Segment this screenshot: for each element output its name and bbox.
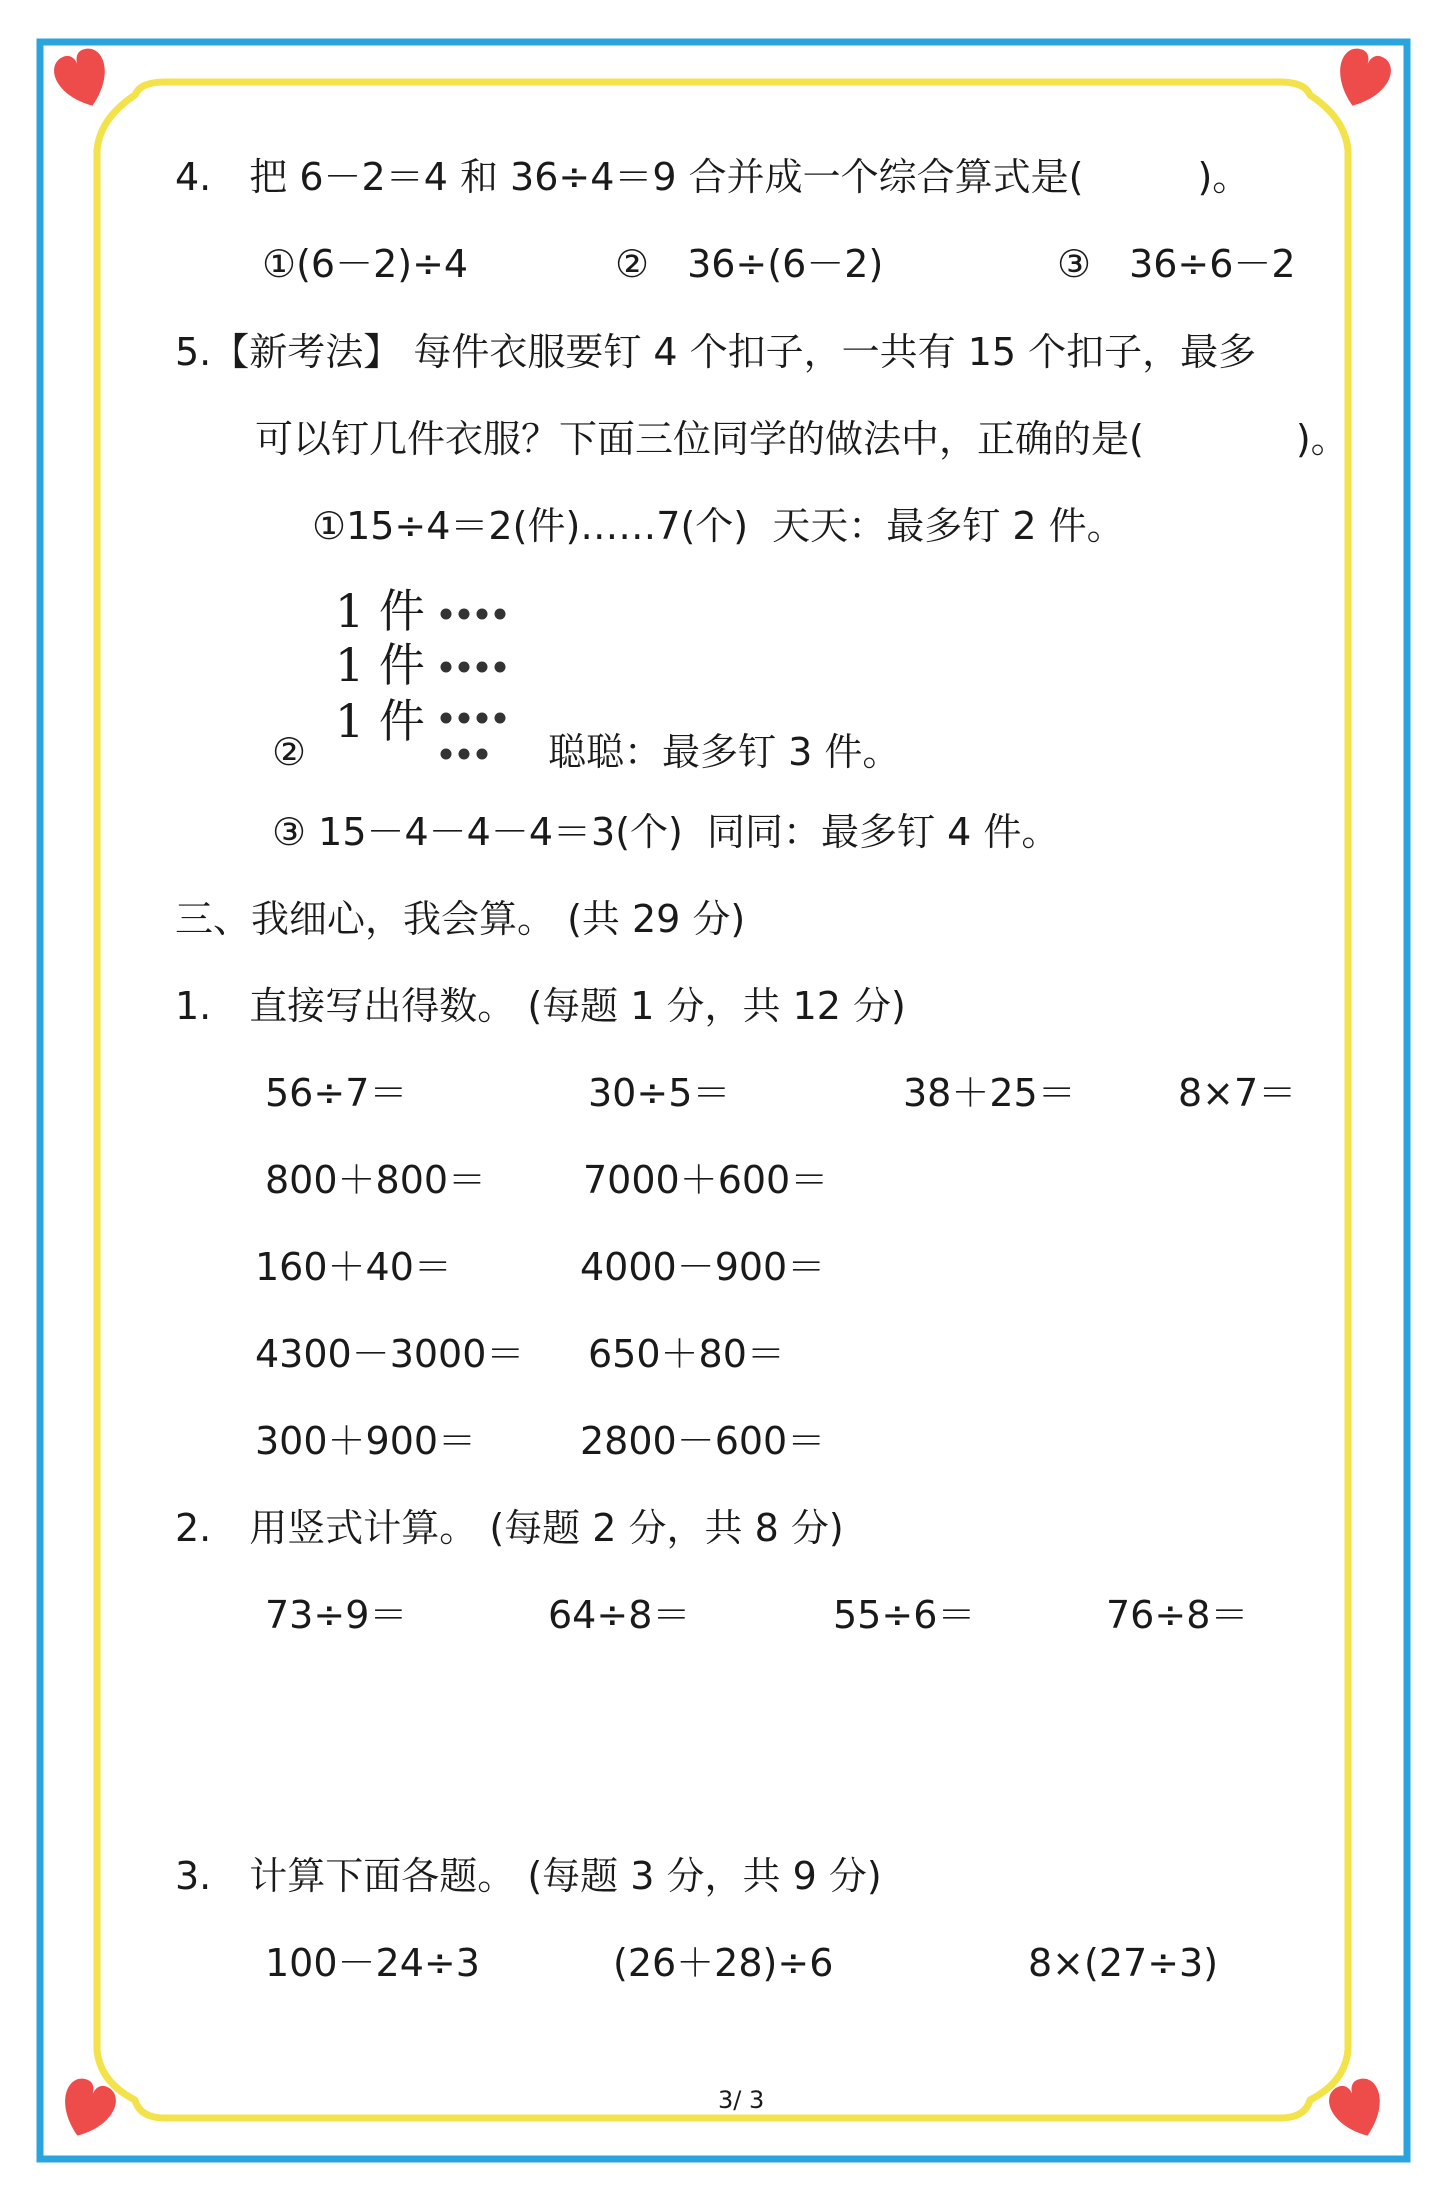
p1-item: 8×7＝ <box>1178 1071 1297 1115</box>
p1-item: 30÷5＝ <box>588 1071 731 1115</box>
p1-item: 2800－600＝ <box>580 1419 826 1463</box>
q4-stem: 4. 把 6－2＝4 和 36÷4＝9 合并成一个综合算式是( )。 <box>175 155 1251 199</box>
q5-stem-line2: 可以钉几件衣服？下面三位同学的做法中，正确的是( )。 <box>255 417 1349 461</box>
q5-method2-text: 聪聪：最多钉 3 件。 <box>548 730 901 774</box>
heart-top-left <box>50 44 117 114</box>
p2-item: 64÷8＝ <box>548 1593 691 1637</box>
p1-item: 4300－3000＝ <box>255 1332 525 1376</box>
q5-method-1: ①15÷4＝2(件)……7(个) 天天：最多钉 2 件。 <box>312 504 1125 548</box>
button-dots-diagram <box>440 600 520 770</box>
p3-item: 8×(27÷3) <box>1028 1941 1219 1985</box>
section3-title: 三、我细心，我会算。 (共 29 分) <box>175 897 746 941</box>
p1-item: 650＋80＝ <box>588 1332 785 1376</box>
p1-item: 800＋800＝ <box>265 1158 487 1202</box>
q4-option-1: ①(6－2)÷4 <box>262 242 469 286</box>
p3-item: (26＋28)÷6 <box>613 1941 834 1985</box>
p2-item: 76÷8＝ <box>1106 1593 1249 1637</box>
q5-method-3: ③ 15－4－4－4＝3(个) 同同：最多钉 4 件。 <box>272 810 1060 854</box>
q5-method2-row-1: 1 件 <box>335 584 425 638</box>
q5-method2-label: ② <box>272 730 307 774</box>
p3-item: 100－24÷3 <box>265 1941 480 1985</box>
p1-title: 1. 直接写出得数。 (每题 1 分，共 12 分) <box>175 984 906 1028</box>
p1-item: 38＋25＝ <box>903 1071 1076 1115</box>
p1-item: 7000＋600＝ <box>583 1158 829 1202</box>
p1-item: 56÷7＝ <box>265 1071 408 1115</box>
p2-item: 73÷9＝ <box>265 1593 408 1637</box>
p1-item: 4000－900＝ <box>580 1245 826 1289</box>
p2-title: 2. 用竖式计算。 (每题 2 分，共 8 分) <box>175 1506 844 1550</box>
heart-top-right <box>1329 44 1396 114</box>
q5-stem-line1: 5.【新考法】 每件衣服要钉 4 个扣子，一共有 15 个扣子，最多 <box>175 330 1257 374</box>
q4-option-3: ③ 36÷6－2 <box>1057 242 1296 286</box>
p1-item: 160＋40＝ <box>255 1245 452 1289</box>
q5-method2-row-3: 1 件 <box>335 694 425 748</box>
p2-item: 55÷6＝ <box>833 1593 976 1637</box>
p1-item: 300＋900＝ <box>255 1419 477 1463</box>
page-number: 3/ 3 <box>718 2086 765 2114</box>
q5-method2-row-2: 1 件 <box>335 638 425 692</box>
p3-title: 3. 计算下面各题。 (每题 3 分，共 9 分) <box>175 1854 882 1898</box>
q4-option-2: ② 36÷(6－2) <box>615 242 884 286</box>
